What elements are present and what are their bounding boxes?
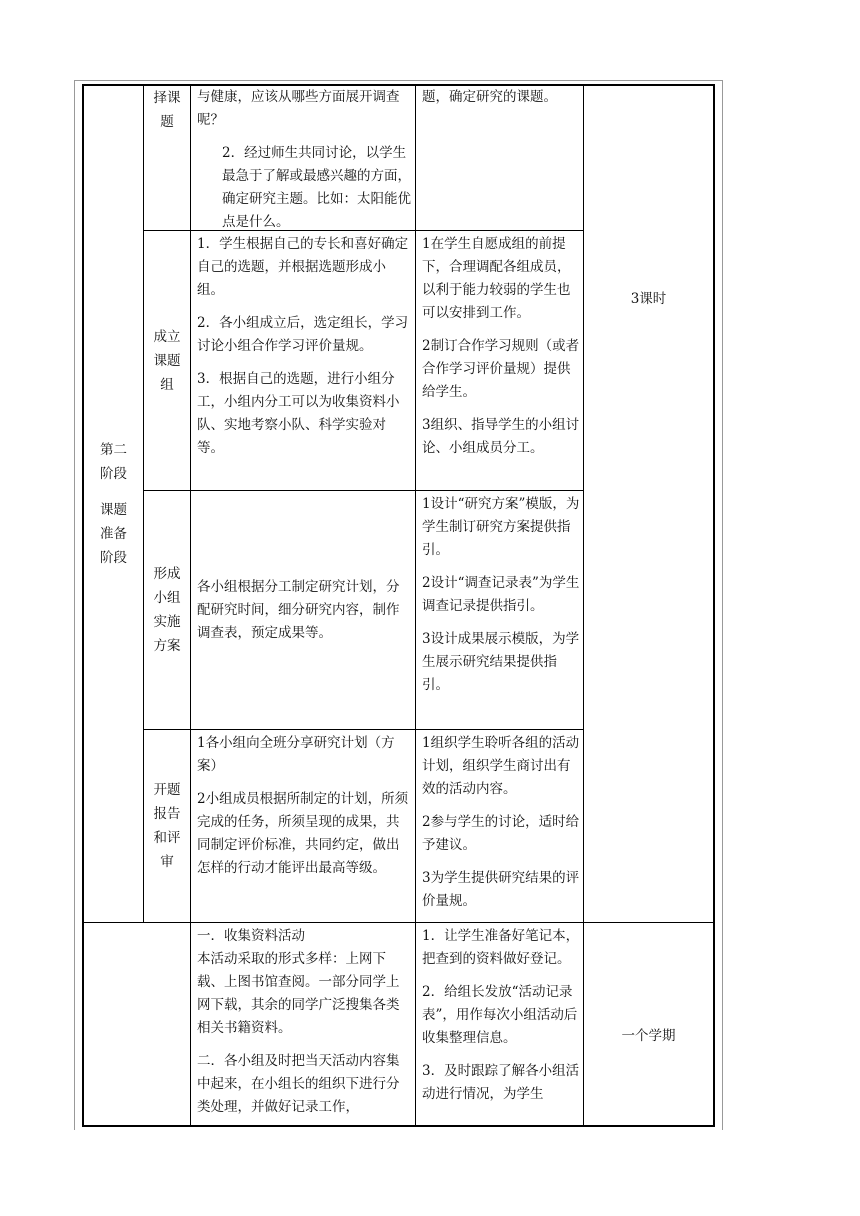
guidance-text: 2设计“调查记录表”为学生调查记录提供指引。 <box>422 575 580 614</box>
stage-label-line: 准备 <box>100 526 127 542</box>
step-label-line: 形成 <box>153 566 181 582</box>
activity-text: 3．根据自己的选题，进行小组分工，小组内分工可以为收集资料小队、实地考察小队、科学实验对等。 <box>197 371 400 456</box>
time-cell <box>584 288 713 312</box>
guidance-text: 1在学生自愿成组的前提下，合理调配各组成员，以利于能力较弱的学生也可以安排到工作。 <box>422 236 571 321</box>
activity-text: 各小组根据分工制定研究计划，分配研究时间，细分研究内容，制作调查表，预定成果等。 <box>197 578 400 641</box>
step-cell <box>144 730 190 922</box>
step-label-line: 开题 <box>153 782 181 798</box>
stage-label-line: 阶段 <box>100 466 127 482</box>
guidance-cell <box>422 233 580 490</box>
step-cell <box>144 231 190 490</box>
step-cell <box>144 86 190 230</box>
guidance-text: 1．让学生准备好笔记本，把查到的资料做好登记。 <box>422 928 580 967</box>
activity-text: 一．收集资料活动 <box>197 928 305 944</box>
activity-cell <box>197 86 411 230</box>
row-line-3 <box>143 729 584 730</box>
step-cell <box>144 491 190 729</box>
col-line-guidance <box>583 84 584 1127</box>
time-value: 一个学期 <box>621 1028 676 1044</box>
guidance-text: 2．给组长发放“活动记录表”，用作每次小组活动后收集整理信息。 <box>422 984 578 1046</box>
activity-cell <box>197 233 411 490</box>
activity-text: 2小组成员根据所制定的计划，所须完成的任务，所须呈现的成果，共同制定评价标准，共同约定，做出怎样的行动才能评出最高等级。 <box>197 791 409 876</box>
guidance-cell <box>422 493 580 729</box>
step-label-line: 择课 <box>153 90 181 106</box>
step-label-line: 题 <box>160 114 174 130</box>
table-border-right <box>713 84 715 1127</box>
activity-text: 本活动采取的形式多样：上网下载、上图书馆查阅。一部分同学上网下载，其余的同学广泛搜集各类相关书籍资料。 <box>197 951 400 1036</box>
col-line-step <box>190 84 191 1127</box>
step-label-line: 组 <box>160 376 174 393</box>
step-label-line: 实施 <box>153 614 181 630</box>
activity-text: 1．学生根据自己的专长和喜好确定自己的选题，并根据选题形成小组。 <box>197 236 409 298</box>
guidance-text: 1组织学生聆听各组的活动计划，组织学生商讨出有效的活动内容。 <box>422 735 580 797</box>
guidance-text: 3组织、指导学生的小组讨论、小组成员分工。 <box>422 417 580 456</box>
guidance-text: 3．及时跟踪了解各小组活动进行情况，为学生 <box>422 1063 580 1102</box>
step-label-line: 课题 <box>153 352 181 369</box>
activity-cell <box>197 732 411 922</box>
guidance-cell <box>422 925 580 1125</box>
guidance-text: 2制订合作学习规则（或者合作学习评价量规）提供给学生。 <box>422 338 580 400</box>
guidance-text: 3设计成果展示模版，为学生展示研究结果提供指引。 <box>422 631 580 693</box>
guidance-text: 3为学生提供研究结果的评价量规。 <box>422 870 580 909</box>
guidance-text: 2参与学生的讨论，适时给予建议。 <box>422 814 580 853</box>
stage-label-line: 课题 <box>100 502 127 518</box>
step-label-line: 成立 <box>153 328 181 345</box>
time-value: 3课时 <box>630 291 667 307</box>
stage-label-line: 阶段 <box>100 550 127 566</box>
guidance-text: 题，确定研究的课题。 <box>422 89 557 105</box>
guidance-cell <box>422 86 580 230</box>
activity-text: 二．各小组及时把当天活动内容集中起来，在小组长的组织下进行分类处理，并做好记录工作， <box>197 1053 400 1115</box>
row-line-4 <box>82 922 715 923</box>
time-cell <box>584 1025 713 1049</box>
table-border-bottom <box>82 1125 715 1127</box>
col-line-activity <box>415 84 416 1127</box>
step-label-line: 和评 <box>153 830 181 846</box>
activity-text: 2．经过师生共同讨论，以学生最急于了解或最感兴趣的方面，确定研究主题。比如：太阳能优点是什么。 <box>222 145 411 230</box>
guidance-cell <box>422 732 580 922</box>
step-label-line: 报告 <box>153 806 181 822</box>
step-label-line: 小组 <box>153 590 181 606</box>
activity-text: 与健康，应该从哪些方面展开调查呢？ <box>197 89 400 128</box>
stage-label <box>84 86 143 922</box>
activity-text: 2．各小组成立后，选定组长，学习讨论小组合作学习评价量规。 <box>197 315 409 354</box>
guidance-text: 1设计“研究方案”模版，为学生制订研究方案提供指引。 <box>422 496 580 558</box>
activity-cell <box>197 491 411 729</box>
activity-text: 1各小组向全班分享研究计划（方案） <box>197 735 395 774</box>
step-label-line: 方案 <box>153 638 181 654</box>
activity-cell <box>197 925 411 1125</box>
step-label-line: 审 <box>160 854 174 870</box>
stage-label-line: 第二 <box>100 442 127 458</box>
